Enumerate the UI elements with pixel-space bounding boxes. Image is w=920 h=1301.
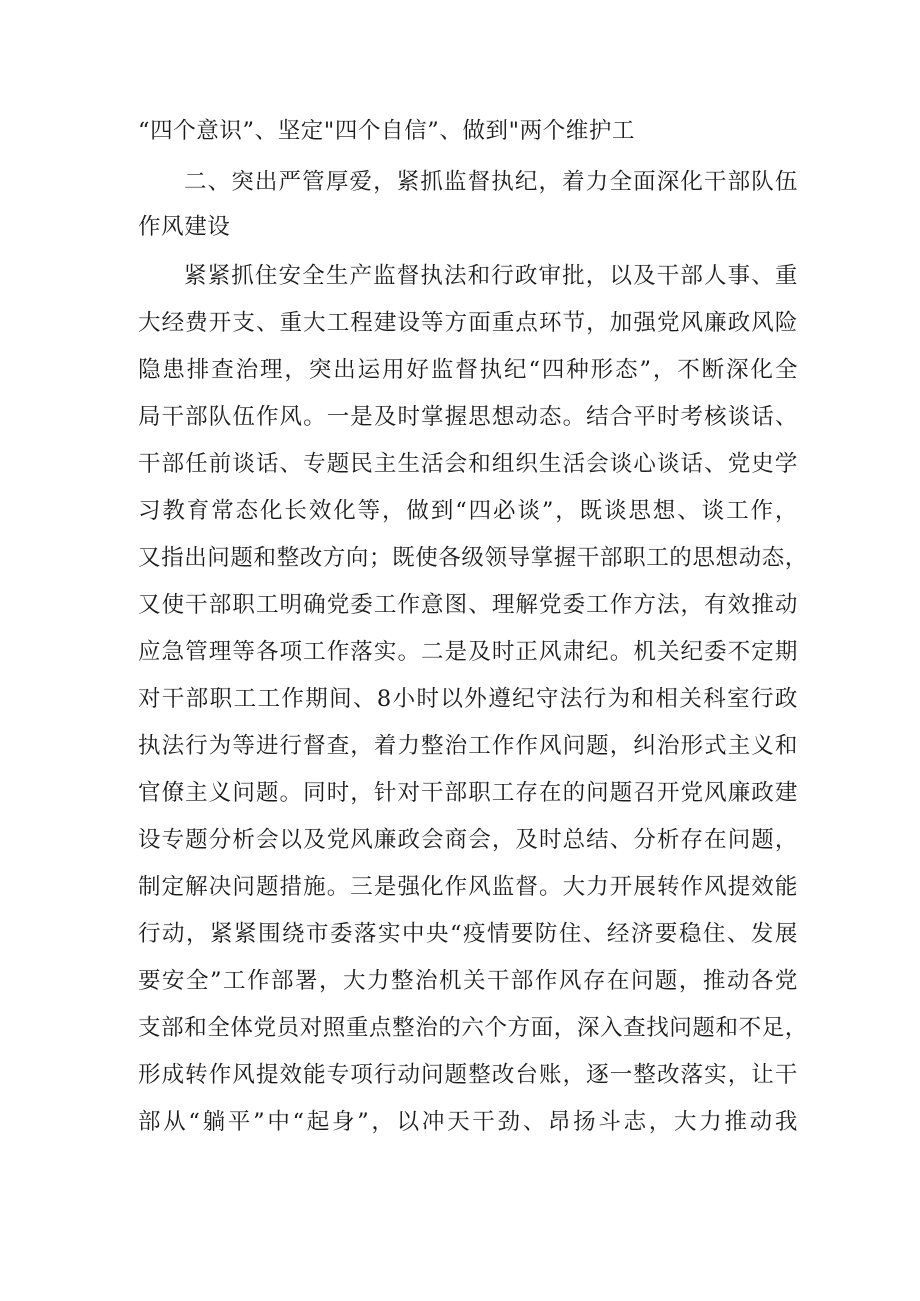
paragraph-line: 支部和全体党员对照重点整治的六个方面，深入查找问题和不足， [138, 1015, 808, 1041]
paragraph-line: 官僚主义问题。同时，针对干部职工存在的问题召开党风廉政建 [138, 780, 798, 806]
paragraph-line: 紧紧抓住安全生产监督执法和行政审批，以及干部人事、重 [184, 263, 798, 289]
paragraph-line: 又使干部职工明确党委工作意图、理解党委工作方法，有效推动 [138, 592, 798, 618]
paragraph-line: 干部任前谈话、专题民主生活会和组织生活会谈心谈话、党史学 [138, 451, 798, 477]
paragraph-line: 要安全”工作部署，大力整治机关干部作风存在问题，推动各党 [138, 968, 798, 994]
paragraph-line: 设专题分析会以及党风廉政会商会，及时总结、分析存在问题， [138, 827, 798, 853]
paragraph-line: 大经费开支、重大工程建设等方面重点环节，加强党风廉政风险 [138, 310, 798, 336]
text-line-continued: “四个意识”、坚定"四个自信”、做到"两个维护工 [138, 118, 636, 144]
paragraph-line: 隐患排查治理，突出运用好监督执纪“四种形态”，不断深化全 [138, 357, 798, 383]
paragraph-line: 执法行为等进行督查，着力整治工作作风问题，纠治形式主义和 [138, 733, 798, 759]
section-heading-line-1: 二、突出严管厚爱，紧抓监督执纪，着力全面深化干部队伍 [184, 169, 798, 195]
paragraph-line: 习教育常态化长效化等，做到“四必谈”，既谈思想、谈工作， [138, 498, 798, 524]
paragraph-line: 行动，紧紧围绕市委落实中央“疫情要防住、经济要稳住、发展 [138, 921, 798, 947]
section-heading-line-2: 作风建设 [138, 214, 231, 240]
paragraph-line: 局干部队伍作风。一是及时掌握思想动态。结合平时考核谈话、 [138, 404, 798, 430]
paragraph-line: 对干部职工工作期间、8小时以外遵纪守法行为和相关科室行政 [138, 686, 798, 712]
paragraph-line: 部从“躺平”中“起身”，以冲天干劲、昂扬斗志，大力推动我 [138, 1109, 798, 1135]
paragraph-line: 制定解决问题措施。三是强化作风监督。大力开展转作风提效能 [138, 874, 798, 900]
paragraph-line: 形成转作风提效能专项行动问题整改台账，逐一整改落实，让干 [138, 1062, 798, 1088]
paragraph-line: 应急管理等各项工作落实。二是及时正风肃纪。机关纪委不定期 [138, 639, 798, 665]
paragraph-line: 又指出问题和整改方向；既使各级领导掌握干部职工的思想动态， [138, 545, 808, 571]
